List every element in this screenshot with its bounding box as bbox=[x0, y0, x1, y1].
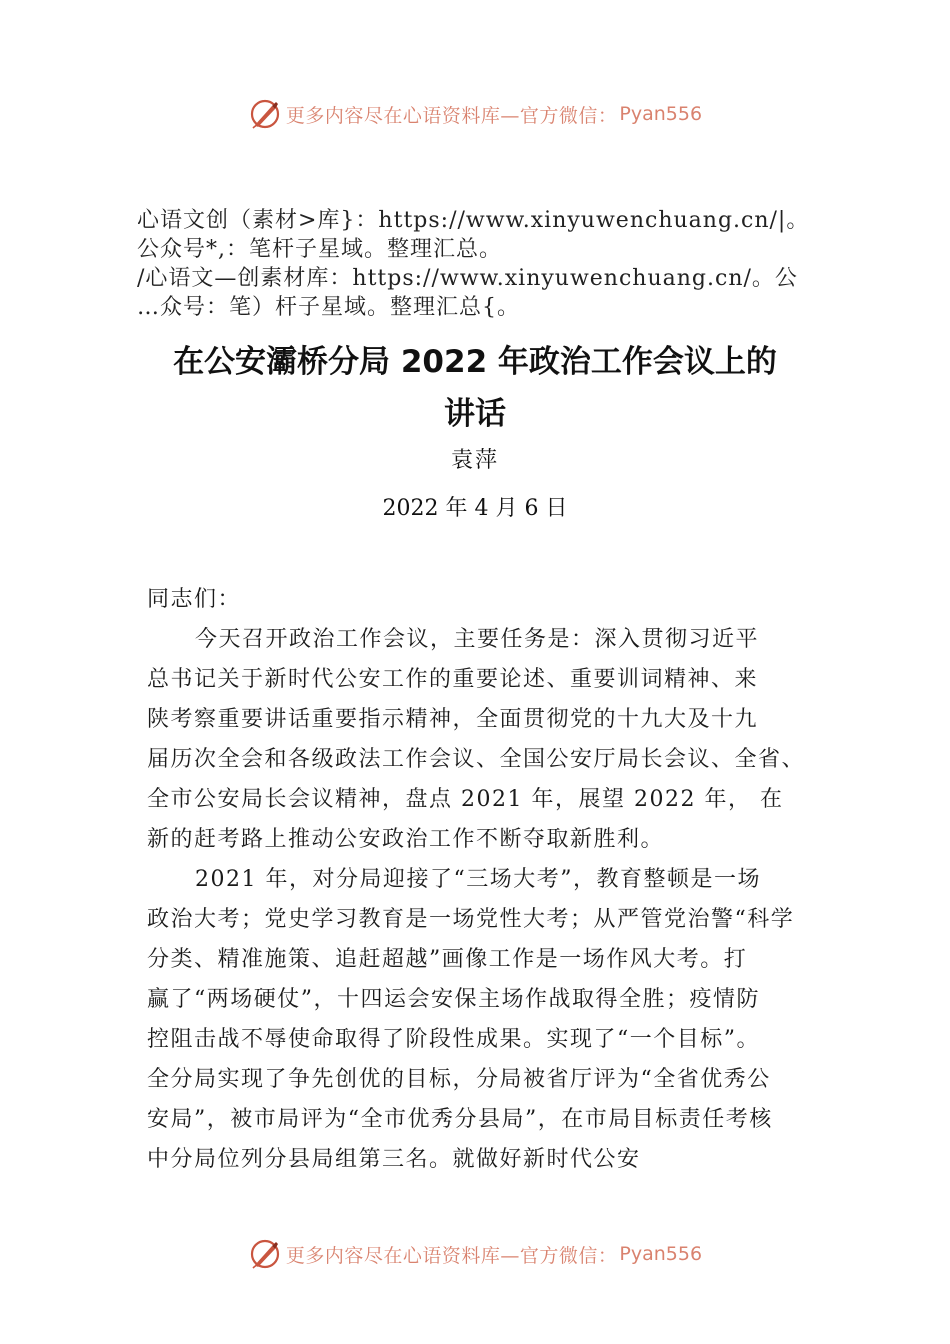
source-notice bbox=[137, 206, 837, 322]
paragraph-line: 安局”，被市局评为“全市优秀分县局”，在市局目标责任考核 bbox=[147, 1107, 773, 1132]
paragraph-line: 2021 年，对分局迎接了“三场大考”，教育整顿是一场 bbox=[195, 867, 761, 892]
pen-logo-icon bbox=[248, 1237, 282, 1271]
title-line: 讲话 bbox=[444, 396, 506, 432]
footer-banner bbox=[0, 1234, 950, 1274]
paragraph bbox=[147, 620, 847, 860]
document-title bbox=[100, 336, 850, 440]
paragraph-line: 分类、精准施策、追赶超越”画像工作是一场作风大考。打 bbox=[147, 947, 748, 972]
document-body bbox=[147, 580, 847, 1180]
banner-wechat-id: Pyan556 bbox=[619, 1243, 703, 1265]
author: 袁萍 bbox=[450, 448, 499, 473]
source-line: /心语文—创素材库：https://www.xinyuwenchuang.cn/。公 bbox=[137, 266, 798, 291]
source-line: …众号：笔）杆子星域。整理汇总{。 bbox=[137, 295, 520, 320]
paragraph-line: 今天召开政治工作会议，主要任务是：深入贯彻习近平 bbox=[195, 627, 760, 652]
paragraph-line: 政治大考；党史学习教育是一场党性大考；从严管党治警“科学 bbox=[147, 907, 795, 932]
pen-logo-icon bbox=[248, 97, 282, 131]
paragraph-line: 全市公安局长会议精神，盘点 2021 年，展望 2022 年， 在 bbox=[147, 787, 784, 812]
paragraph-line: 届历次全会和各级政法工作会议、全国公安厅局长会议、全省、 bbox=[147, 747, 806, 772]
paragraph-line: 全分局实现了争先创优的目标，分局被省厅评为“全省优秀公 bbox=[147, 1067, 771, 1092]
banner-wechat-id: Pyan556 bbox=[619, 103, 703, 125]
source-line: 心语文创（素材>库}：https://www.xinyuwenchuang.cn/|。 bbox=[137, 208, 810, 233]
paragraph-line: 陕考察重要讲话重要指示精神，全面贯彻党的十九大及十九 bbox=[147, 707, 759, 732]
banner-text: 更多内容尽在心语资料库—官方微信： bbox=[285, 104, 618, 127]
banner-text: 更多内容尽在心语资料库—官方微信： bbox=[285, 1244, 618, 1267]
paragraph-line: 总书记关于新时代公安工作的重要论述、重要训词精神、来 bbox=[147, 667, 759, 692]
paragraph-line: 中分局位列分县局组第三名。就做好新时代公安 bbox=[147, 1147, 641, 1172]
date: 2022 年 4 月 6 日 bbox=[382, 496, 568, 521]
paragraph-line: 赢了“两场硬仗”，十四运会安保主场作战取得全胜；疫情防 bbox=[147, 987, 760, 1012]
title-line: 在公安灞桥分局 2022 年政治工作会议上的 bbox=[173, 344, 777, 380]
paragraph-line: 新的赶考路上推动公安政治工作不断夺取新胜利。 bbox=[147, 827, 665, 852]
paragraph-line: 控阻击战不辱使命取得了阶段性成果。实现了“一个目标”。 bbox=[147, 1027, 760, 1052]
header-banner bbox=[0, 94, 950, 134]
paragraph bbox=[147, 860, 847, 1180]
source-line: 公众号*,：笔杆子星域。整理汇总。 bbox=[137, 237, 502, 262]
salutation: 同志们： bbox=[147, 587, 242, 612]
